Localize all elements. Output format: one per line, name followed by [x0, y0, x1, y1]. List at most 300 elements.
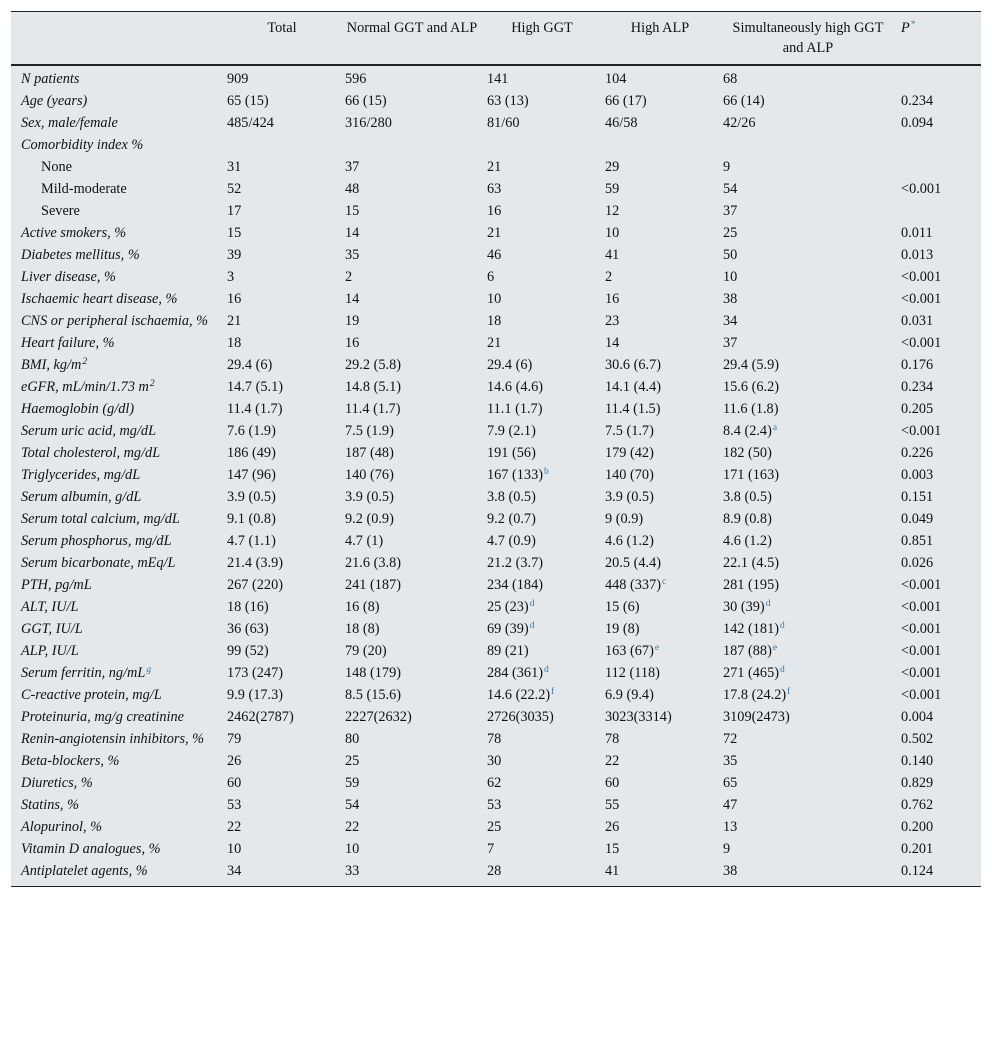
footnote-link[interactable]: d: [529, 599, 535, 609]
table-cell: [341, 596, 483, 618]
footnote-link[interactable]: d: [544, 665, 549, 675]
table-cell: [601, 222, 719, 244]
cell-value: 29.4 (6): [487, 357, 533, 373]
cell-value: 72: [723, 731, 738, 747]
table-cell: [601, 816, 719, 838]
table-cell: [897, 552, 981, 574]
cell-value: 35: [723, 753, 738, 769]
footnote-link[interactable]: b: [544, 467, 549, 477]
cell-value: 267 (220): [227, 577, 283, 593]
table-row: [11, 486, 981, 508]
row-label-text: Liver disease, %: [21, 269, 116, 285]
cell-value: 147 (96): [227, 467, 276, 483]
cell-value: <0.001: [901, 269, 942, 285]
row-label: [11, 728, 223, 750]
footnote-link[interactable]: f: [551, 687, 555, 697]
cell-value: 80: [345, 731, 360, 747]
column-header: [483, 12, 601, 65]
table-cell: [483, 728, 601, 750]
table-cell: [897, 310, 981, 332]
row-label-text: Serum bicarbonate, mEq/L: [21, 555, 176, 571]
table-row: [11, 574, 981, 596]
row-label: [11, 596, 223, 618]
table-cell: [601, 398, 719, 420]
table-cell: [897, 508, 981, 530]
cell-value: <0.001: [901, 621, 942, 637]
row-label: [11, 310, 223, 332]
table-cell: [341, 332, 483, 354]
cell-value: 6.9 (9.4): [605, 687, 654, 703]
table-row: [11, 552, 981, 574]
cell-value: 53: [227, 797, 242, 813]
cell-value: 7.5 (1.7): [605, 423, 654, 439]
cell-value: 55: [605, 797, 620, 813]
table-cell: [341, 728, 483, 750]
cell-value: 3.8 (0.5): [487, 489, 536, 505]
table-cell: [897, 376, 981, 398]
cell-value: 14.6 (4.6): [487, 379, 543, 395]
cell-value: 485/424: [227, 115, 274, 131]
table-cell: [223, 684, 341, 706]
cell-value: 66 (14): [723, 93, 765, 109]
cell-value: 25 (23): [487, 599, 529, 615]
table-cell: [483, 200, 601, 222]
table-cell: [223, 244, 341, 266]
table-cell: [341, 530, 483, 552]
table-cell: [483, 530, 601, 552]
cell-value: 3.9 (0.5): [345, 489, 394, 505]
footnote-link[interactable]: d: [529, 621, 535, 631]
cell-value: 241 (187): [345, 577, 401, 593]
cell-value: 15: [605, 841, 620, 857]
cell-value: 179 (42): [605, 445, 654, 461]
cell-value: 18 (8): [345, 621, 380, 637]
row-label-text: Serum uric acid, mg/dL: [21, 423, 157, 439]
cell-value: 79 (20): [345, 643, 387, 659]
table-cell: [897, 156, 981, 178]
table-cell: [719, 706, 897, 728]
row-label-text: PTH, pg/mL: [21, 577, 92, 593]
table-cell: [897, 442, 981, 464]
table-cell: [719, 662, 897, 684]
table-cell: [341, 618, 483, 640]
cell-value: 140 (76): [345, 467, 394, 483]
table-row: [11, 266, 981, 288]
cell-value: 8.9 (0.8): [723, 511, 772, 527]
cell-value: 16: [227, 291, 242, 307]
cell-value: 15: [345, 203, 360, 219]
table-cell: [341, 244, 483, 266]
table-cell: [223, 728, 341, 750]
cell-value: 284 (361): [487, 665, 543, 681]
table-cell: [483, 266, 601, 288]
table-cell: [897, 464, 981, 486]
cell-value: 33: [345, 863, 360, 879]
row-label-text: Serum total calcium, mg/dL: [21, 511, 180, 527]
footnote-marker[interactable]: g: [146, 665, 152, 675]
cell-value: 28: [487, 863, 502, 879]
cell-value: 182 (50): [723, 445, 772, 461]
table-row: [11, 838, 981, 860]
cell-value: 14: [605, 335, 620, 351]
table-row: [11, 442, 981, 464]
cell-value: 37: [723, 203, 738, 219]
column-header: [897, 12, 981, 65]
cell-value: 59: [345, 775, 360, 791]
row-label: [11, 134, 223, 156]
row-label: [11, 662, 223, 684]
table-row: [11, 816, 981, 838]
cell-value: 0.502: [901, 731, 934, 747]
cell-value: 9 (0.9): [605, 511, 644, 527]
table-cell: [897, 662, 981, 684]
cell-value: <0.001: [901, 599, 942, 615]
table-cell: [483, 684, 601, 706]
cell-value: 3.9 (0.5): [605, 489, 654, 505]
table-row: [11, 90, 981, 112]
cell-value: 2: [605, 269, 613, 285]
cell-value: 62: [487, 775, 502, 791]
table-cell: [601, 728, 719, 750]
table-cell: [719, 178, 897, 200]
table-cell: [341, 178, 483, 200]
cell-value: 12: [605, 203, 620, 219]
table-row: [11, 65, 981, 90]
row-label: [11, 65, 223, 90]
row-label-text: Age (years): [21, 93, 88, 109]
cell-value: 3: [227, 269, 235, 285]
cell-value: 448 (337): [605, 577, 661, 593]
cell-value: 0.031: [901, 313, 934, 329]
cell-value: <0.001: [901, 423, 942, 439]
cell-value: 37: [345, 159, 360, 175]
table-cell: [483, 398, 601, 420]
cell-value: 48: [345, 181, 360, 197]
table-cell: [719, 772, 897, 794]
table-cell: [601, 618, 719, 640]
table-cell: [897, 640, 981, 662]
table-cell: [483, 772, 601, 794]
cell-value: 4.7 (1.1): [227, 533, 276, 549]
cell-value: 3.8 (0.5): [723, 489, 772, 505]
cell-value: 909: [227, 71, 249, 87]
table-cell: [341, 640, 483, 662]
table-cell: [601, 420, 719, 442]
row-label-text: Mild-moderate: [41, 181, 127, 197]
column-header: [601, 12, 719, 65]
footnote-marker: 2: [82, 357, 88, 367]
table-cell: [341, 65, 483, 90]
table-cell: [483, 596, 601, 618]
row-label: [11, 530, 223, 552]
table-cell: [601, 266, 719, 288]
row-label-text: Total cholesterol, mg/dL: [21, 445, 161, 461]
cell-value: 81/60: [487, 115, 520, 131]
table-cell: [483, 90, 601, 112]
cell-value: 17: [227, 203, 242, 219]
table-row: [11, 112, 981, 134]
row-label-text: Vitamin D analogues, %: [21, 841, 161, 857]
row-label: [11, 398, 223, 420]
table-cell: [223, 310, 341, 332]
cell-value: 16: [345, 335, 360, 351]
table-cell: [483, 816, 601, 838]
column-header-label: High ALP: [630, 20, 690, 36]
cell-value: 17.8 (24.2): [723, 687, 787, 703]
column-header-label: P: [901, 20, 910, 36]
table-cell: [719, 552, 897, 574]
cell-value: 7.5 (1.9): [345, 423, 394, 439]
cell-value: 0.026: [901, 555, 934, 571]
cell-value: 99 (52): [227, 643, 269, 659]
table-cell: [223, 772, 341, 794]
row-label-text: Alopurinol, %: [21, 819, 103, 835]
table-row: [11, 772, 981, 794]
row-label: [11, 332, 223, 354]
cell-value: 54: [345, 797, 360, 813]
table-cell: [719, 750, 897, 772]
table-cell: [897, 200, 981, 222]
table-cell: [897, 354, 981, 376]
table-cell: [719, 288, 897, 310]
table-cell: [223, 398, 341, 420]
table-cell: [601, 508, 719, 530]
footnote-link[interactable]: e: [772, 643, 778, 653]
table-row: [11, 398, 981, 420]
cell-value: 3023(3314): [605, 709, 672, 725]
table-cell: [341, 354, 483, 376]
table-cell: [223, 442, 341, 464]
row-label-text: None: [41, 159, 72, 175]
cell-value: 10: [605, 225, 620, 241]
footnote-link[interactable]: e: [654, 643, 660, 653]
table-cell: [601, 178, 719, 200]
table-cell: [897, 288, 981, 310]
cell-value: 271 (465): [723, 665, 779, 681]
table-row: [11, 794, 981, 816]
table-cell: [719, 222, 897, 244]
table-cell: [897, 134, 981, 156]
cell-value: 0.094: [901, 115, 934, 131]
column-header-label: Total: [267, 20, 297, 36]
footnote-link[interactable]: c: [662, 577, 667, 587]
cell-value: 4.6 (1.2): [723, 533, 772, 549]
row-label-text: Triglycerides, mg/dL: [21, 467, 141, 483]
table-row: [11, 222, 981, 244]
row-label: [11, 860, 223, 886]
table-cell: [483, 112, 601, 134]
table-cell: [341, 508, 483, 530]
footnote-link[interactable]: a: [772, 423, 778, 433]
table-cell: [483, 860, 601, 886]
column-header-label: High GGT: [511, 20, 573, 36]
table-cell: [341, 420, 483, 442]
cell-value: 22: [345, 819, 360, 835]
cell-value: 11.4 (1.5): [605, 401, 661, 417]
cell-value: 42/26: [723, 115, 756, 131]
row-label-text: ALP, IU/L: [21, 643, 79, 659]
table-cell: [601, 288, 719, 310]
cell-value: <0.001: [901, 687, 942, 703]
table-cell: [341, 288, 483, 310]
row-label-text: Diuretics, %: [21, 775, 93, 791]
table-cell: [341, 266, 483, 288]
table-cell: [223, 574, 341, 596]
table-cell: [483, 376, 601, 398]
table-cell: [341, 222, 483, 244]
cell-value: 0.049: [901, 511, 934, 527]
cell-value: 36 (63): [227, 621, 269, 637]
cell-value: 10: [487, 291, 502, 307]
table-cell: [719, 640, 897, 662]
cell-value: 39: [227, 247, 242, 263]
table-cell: [341, 750, 483, 772]
row-label-text: Severe: [41, 203, 80, 219]
cell-value: 6: [487, 269, 495, 285]
table-cell: [341, 112, 483, 134]
table-cell: [897, 420, 981, 442]
cell-value: 9: [723, 841, 731, 857]
table-cell: [719, 310, 897, 332]
table-cell: [897, 794, 981, 816]
table-cell: [341, 90, 483, 112]
row-label-text: Serum ferritin, ng/mL: [21, 665, 146, 681]
table-cell: [719, 464, 897, 486]
table-cell: [601, 486, 719, 508]
table-cell: [897, 266, 981, 288]
table-cell: [719, 266, 897, 288]
cell-value: 9.2 (0.9): [345, 511, 394, 527]
footnote-marker: 2: [149, 379, 155, 389]
table-cell: [719, 728, 897, 750]
row-label: [11, 244, 223, 266]
table-cell: [601, 640, 719, 662]
cell-value: 21.6 (3.8): [345, 555, 401, 571]
row-label-text: Ischaemic heart disease, %: [21, 291, 178, 307]
table-cell: [223, 486, 341, 508]
cell-value: 0.176: [901, 357, 934, 373]
cell-value: 29: [605, 159, 620, 175]
table-cell: [483, 222, 601, 244]
table-cell: [483, 420, 601, 442]
footnote-link[interactable]: d: [765, 599, 771, 609]
cell-value: 11.1 (1.7): [487, 401, 543, 417]
row-label-text: Antiplatelet agents, %: [21, 863, 148, 879]
cell-value: 7.9 (2.1): [487, 423, 536, 439]
table-cell: [601, 552, 719, 574]
cell-value: 30 (39): [723, 599, 765, 615]
cell-value: 38: [723, 863, 738, 879]
cell-value: 19 (8): [605, 621, 640, 637]
table-row: [11, 134, 981, 156]
cell-value: 167 (133): [487, 467, 543, 483]
cell-value: 7.6 (1.9): [227, 423, 276, 439]
table-cell: [483, 486, 601, 508]
cell-value: 66 (15): [345, 93, 387, 109]
table-cell: [223, 618, 341, 640]
cell-value: 25: [487, 819, 502, 835]
table-cell: [223, 662, 341, 684]
table-cell: [897, 90, 981, 112]
table-cell: [601, 772, 719, 794]
table-cell: [223, 816, 341, 838]
table-cell: [897, 65, 981, 90]
table-row: [11, 596, 981, 618]
table-cell: [719, 442, 897, 464]
cell-value: 11.4 (1.7): [227, 401, 283, 417]
table-cell: [719, 398, 897, 420]
table-row: [11, 288, 981, 310]
row-label: [11, 618, 223, 640]
table-cell: [483, 574, 601, 596]
footnote-link[interactable]: f: [787, 687, 791, 697]
row-label: [11, 222, 223, 244]
table-cell: [601, 464, 719, 486]
row-label: [11, 552, 223, 574]
row-label: [11, 288, 223, 310]
table-row: [11, 178, 981, 200]
table-cell: [601, 574, 719, 596]
table-cell: [601, 376, 719, 398]
row-label: [11, 376, 223, 398]
row-label-text: Serum albumin, g/dL: [21, 489, 142, 505]
table-cell: [483, 354, 601, 376]
table-cell: [341, 860, 483, 886]
table-cell: [223, 552, 341, 574]
cell-value: 23: [605, 313, 620, 329]
row-label-text: Comorbidity index %: [21, 137, 144, 153]
row-label-text: ALT, IU/L: [21, 599, 79, 615]
table-row: [11, 684, 981, 706]
cell-value: 10: [345, 841, 360, 857]
footnote-link[interactable]: d: [780, 621, 785, 631]
cell-value: 65 (15): [227, 93, 269, 109]
row-label: [11, 508, 223, 530]
cell-value: <0.001: [901, 665, 942, 681]
cell-value: 21.2 (3.7): [487, 555, 543, 571]
cell-value: 10: [723, 269, 738, 285]
cell-value: 26: [605, 819, 620, 835]
table-cell: [223, 860, 341, 886]
cell-value: 69 (39): [487, 621, 529, 637]
cell-value: 0.201: [901, 841, 934, 857]
cell-value: 9.9 (17.3): [227, 687, 283, 703]
table-cell: [897, 332, 981, 354]
cell-value: 31: [227, 159, 242, 175]
cell-value: 3.9 (0.5): [227, 489, 276, 505]
row-label-text: Haemoglobin (g/dl): [21, 401, 135, 417]
table-cell: [223, 530, 341, 552]
data-table-container: [11, 11, 981, 887]
cell-value: 281 (195): [723, 577, 779, 593]
footnote-link[interactable]: d: [780, 665, 785, 675]
table-row: [11, 706, 981, 728]
table-cell: [483, 65, 601, 90]
footnote-marker: *: [910, 20, 916, 30]
table-cell: [341, 772, 483, 794]
row-label: [11, 816, 223, 838]
row-label-text: Proteinuria, mg/g creatinine: [21, 709, 184, 725]
cell-value: 16 (8): [345, 599, 380, 615]
table-cell: [719, 244, 897, 266]
cell-value: 0.003: [901, 467, 934, 483]
table-cell: [341, 816, 483, 838]
cell-value: 38: [723, 291, 738, 307]
cell-value: 14.7 (5.1): [227, 379, 283, 395]
table-cell: [223, 354, 341, 376]
table-cell: [223, 134, 341, 156]
table-cell: [341, 486, 483, 508]
